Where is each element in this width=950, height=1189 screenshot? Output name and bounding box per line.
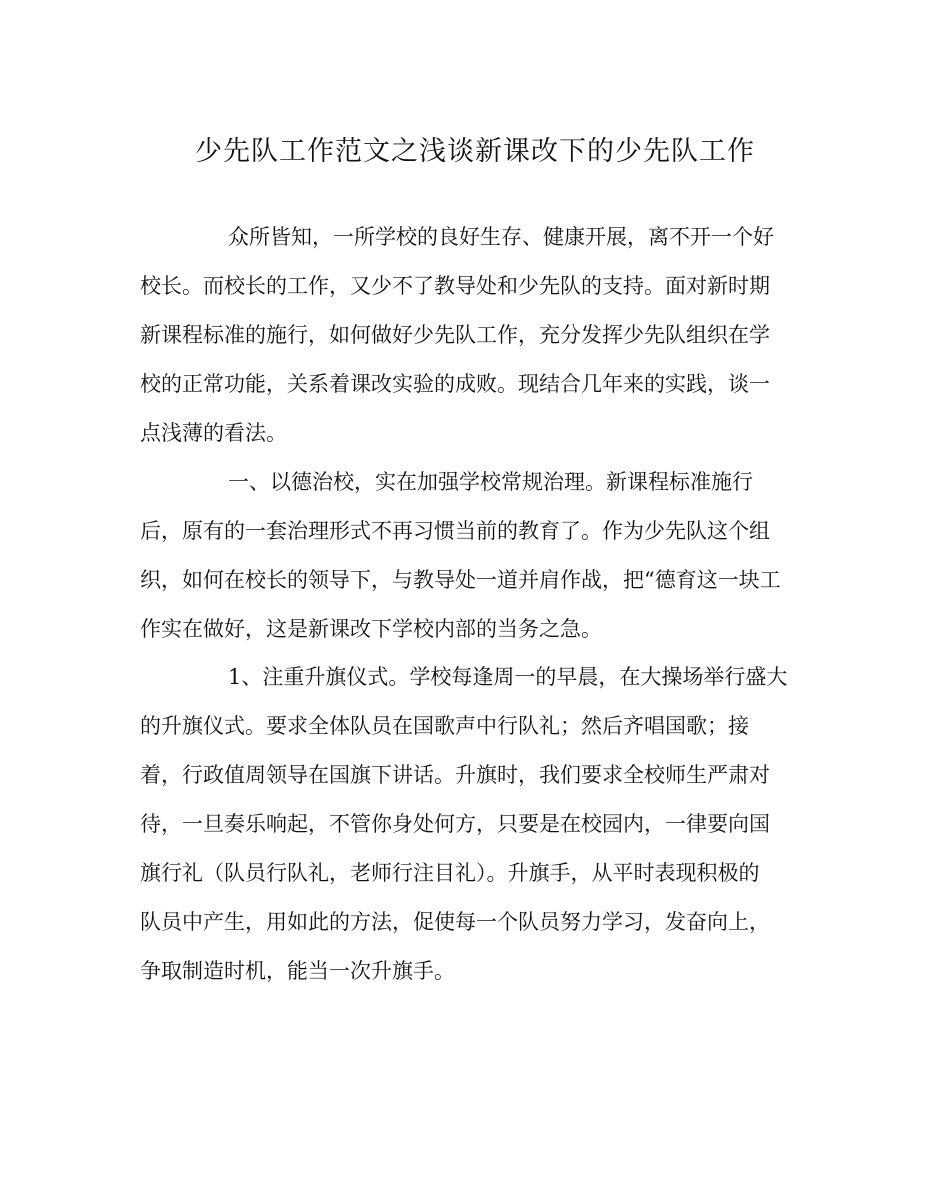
paragraph-line: 旗行礼（队员行队礼，老师行注目礼）。升旗手，从平时表现积极的 [140,861,760,885]
paragraph-line: 的升旗仪式。要求全体队员在国歌声中行队礼；然后齐唱国歌；接 [140,714,749,738]
document-title: 少先队工作范文之浅谈新课改下的少先队工作 [195,136,755,167]
paragraph-line: 众所皆知，一所学校的良好生存、健康开展，离不开一个好 [228,225,774,249]
paragraph-line: 新课程标准的施行，如何做好少先队工作，充分发挥少先队组织在学 [140,323,770,347]
paragraph-line: 队员中产生，用如此的方法，促使每一个队员努力学习，发奋向上， [140,910,770,934]
paragraph-line: 一、以德治校，实在加强学校常规治理。新课程标准施行 [228,470,753,494]
paragraph-line: 校的正常功能，关系着课改实验的成败。现结合几年来的实践，谈一 [140,372,770,396]
paragraph-line: 后，原有的一套治理形式不再习惯当前的教育了。作为少先队这个组 [140,519,770,543]
paragraph-line: 作实在做好，这是新课改下学校内部的当务之急。 [140,617,602,641]
paragraph-line: 校长。而校长的工作，又少不了教导处和少先队的支持。面对新时期 [140,274,770,298]
paragraph-line: 点浅薄的看法。 [140,421,287,445]
paragraph-line: 织，如何在校长的领导下，与教导处一道并肩作战，把“德育这一块工 [140,568,781,592]
paragraph-line: 争取制造时机，能当一次升旗手。 [140,959,455,983]
paragraph-line: 着，行政值周领导在国旗下讲话。升旗时，我们要求全校师生严肃对 [140,763,770,787]
paragraph-line: 待，一旦奏乐响起，不管你身处何方，只要是在校园内，一律要向国 [140,812,770,836]
paragraph-line: 1、注重升旗仪式。学校每逢周一的早晨，在大操场举行盛大 [228,665,788,689]
